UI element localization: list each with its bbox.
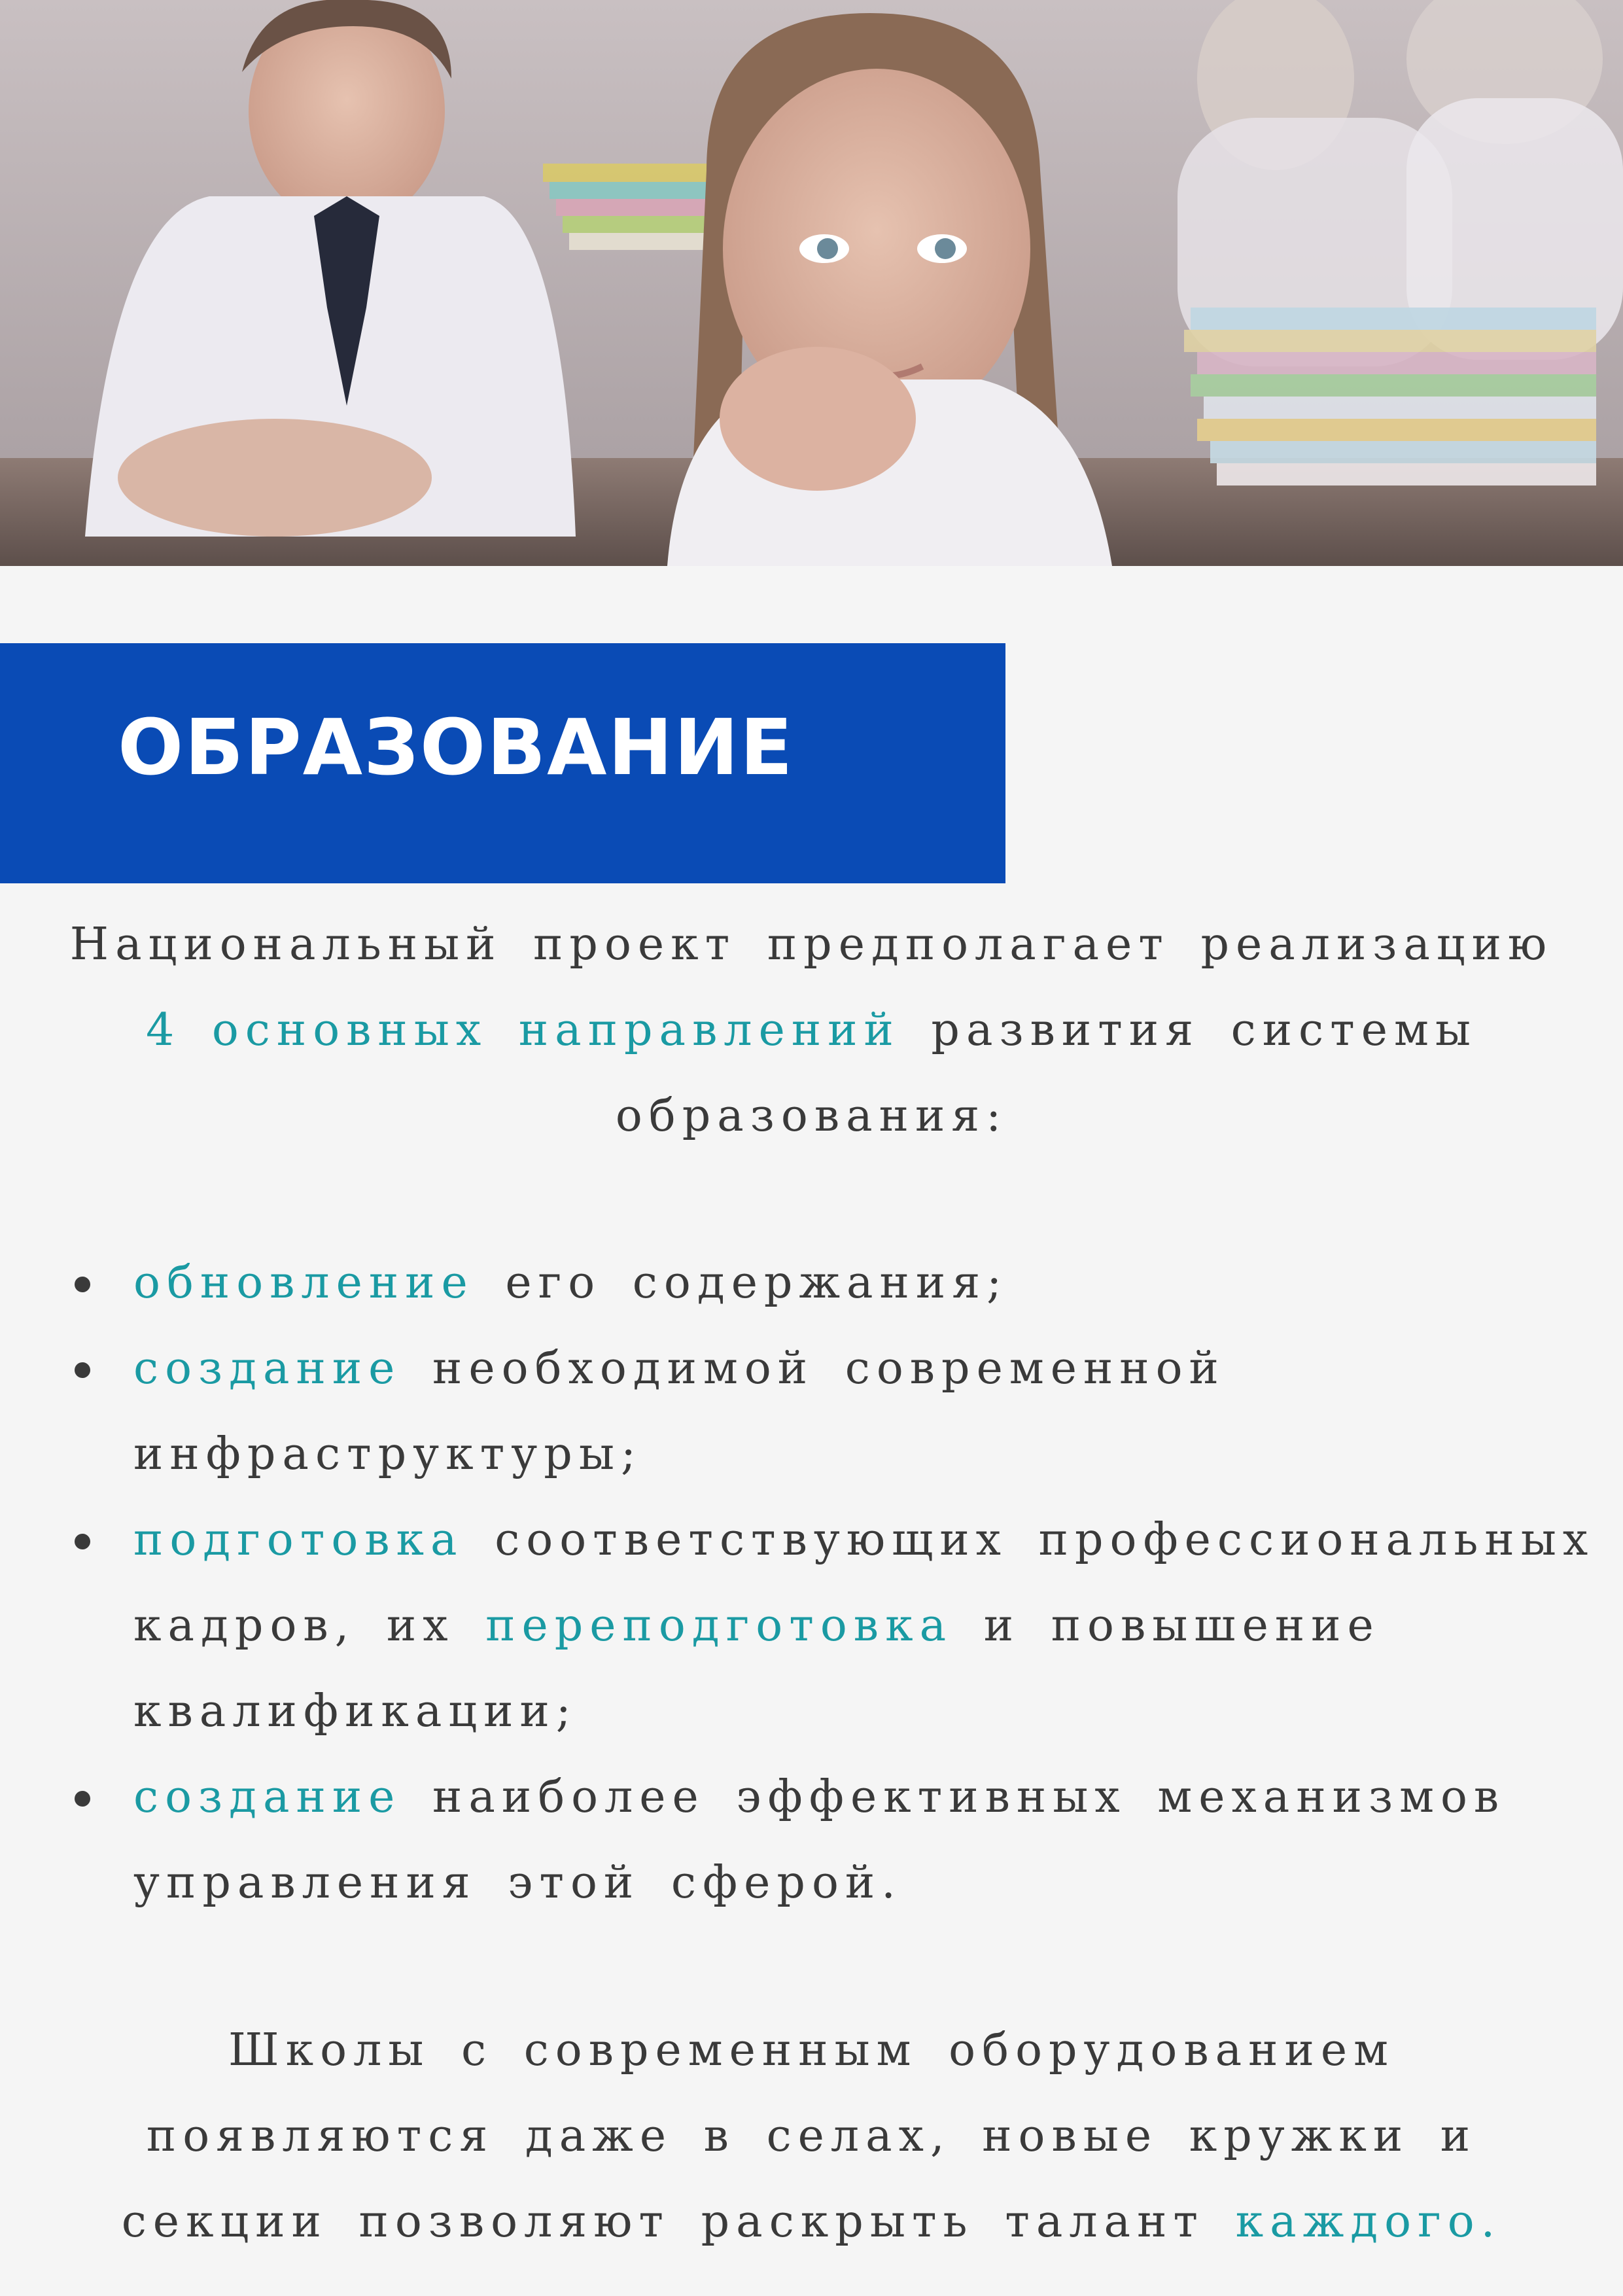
list-item-highlight: создание <box>133 1771 402 1823</box>
list-item-highlight: создание <box>133 1343 402 1394</box>
intro-tail: развития системы образования: <box>615 1004 1478 1142</box>
list-item-text-2: и повышение квалификации; <box>133 1600 1380 1737</box>
outro-highlight: каждого. <box>1235 2196 1502 2248</box>
list-item-highlight-2: переподготовка <box>485 1600 953 1651</box>
list-item <box>72 1497 1596 1754</box>
intro-lead: Национальный проект предполагает реализацию <box>69 919 1554 970</box>
list-item-text: соответствующих профессиональных кадров, их <box>133 1514 1595 1651</box>
classroom-photo <box>0 0 1623 566</box>
outro-text: Школы с современным оборудованием появляются даже в селах, новые кружки и секции позволяют раскрыть талант <box>121 2024 1477 2248</box>
intro-paragraph <box>39 902 1584 1159</box>
list-item <box>72 1754 1596 1926</box>
list-item <box>72 1326 1596 1497</box>
list-item-text: необходимой современной инфраструктуры; <box>133 1343 1225 1480</box>
list-item-highlight: подготовка <box>133 1514 464 1566</box>
intro-highlight: 4 основных направлений <box>145 1004 900 1056</box>
directions-list <box>72 1240 1596 1926</box>
list-item-highlight: обновление <box>133 1257 474 1309</box>
list-item-text: наиболее эффективных механизмов управления этой сферой. <box>133 1771 1506 1909</box>
title-banner <box>0 643 1005 883</box>
list-item-text: его содержания; <box>505 1257 1009 1309</box>
list-item <box>72 1240 1596 1326</box>
page-title: ОБРАЗОВАНИЕ <box>118 702 794 792</box>
outro-paragraph <box>39 2007 1584 2265</box>
header-photo <box>0 0 1623 566</box>
